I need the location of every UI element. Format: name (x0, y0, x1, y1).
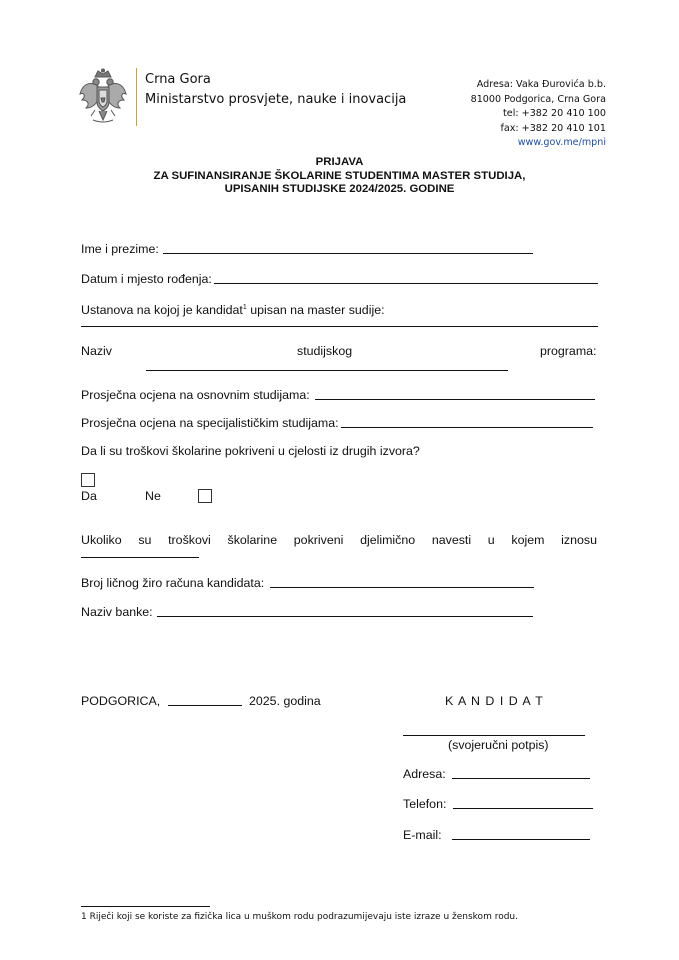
partial-amount-field[interactable] (81, 557, 199, 558)
candidate-address-field[interactable] (452, 778, 590, 779)
signature-caption: (svojeručni potpis) (448, 738, 549, 752)
account-label: Broj ličnog žiro računa kandidata: (81, 576, 265, 590)
title-line-1: PRIJAVA (315, 156, 364, 168)
partial-coverage-question (81, 532, 597, 548)
form-title (0, 156, 679, 197)
avg-spec-label: Prosječna ocjena na specijalističkim studijama: (81, 416, 339, 430)
institution-label-end: upisan na master sudije: (246, 303, 385, 318)
name-field[interactable] (163, 253, 533, 254)
date-field[interactable] (168, 705, 242, 706)
candidate-email-label: E-mail: (403, 828, 442, 842)
candidate-email-field[interactable] (452, 839, 590, 840)
account-field[interactable] (270, 587, 534, 588)
partial-word: iznosu (561, 533, 597, 547)
avg-basic-field[interactable] (315, 399, 595, 400)
footnote-text: 1 Riječi koji se koriste za fizička lica u muškom rodu podrazumijevaju iste izraze u ženskom rodu. (81, 912, 518, 922)
candidate-heading: K A N D I D A T (445, 694, 544, 708)
no-label: Ne (145, 489, 161, 503)
partial-word: Ukoliko (81, 533, 122, 547)
bank-label: Naziv banke: (81, 605, 153, 619)
program-field[interactable] (146, 370, 508, 371)
yes-label: Da (81, 489, 97, 503)
fax-line: fax: +382 20 410 101 (500, 122, 606, 134)
ministry-name: Ministarstvo prosvjete, nauke i inovacija (145, 92, 407, 107)
program-label-studijskog: studijskog (297, 344, 353, 358)
partial-word: kojem (511, 533, 545, 547)
institution-label-start: Ustanova na kojoj je kandidat (81, 303, 243, 318)
montenegro-coat-of-arms-icon (78, 68, 128, 126)
partial-word: u (487, 533, 495, 547)
footnote-divider (81, 906, 210, 907)
program-label-naziv: Naziv (81, 344, 112, 358)
partial-word: navesti (431, 533, 472, 547)
candidate-phone-label: Telefon: (403, 797, 447, 811)
place-label: PODGORICA, (81, 694, 161, 708)
phone-line: tel: +382 20 410 100 (503, 108, 606, 120)
year-label: 2025. godina (249, 694, 321, 708)
country-name: Crna Gora (145, 72, 211, 87)
institution-label (81, 300, 385, 318)
costs-question: Da li su troškovi školarine pokriveni u cjelosti iz drugih izvora? (81, 444, 420, 458)
partial-word: troškovi (168, 533, 211, 547)
avg-spec-field[interactable] (341, 427, 593, 428)
program-label-programa: programa: (540, 344, 597, 358)
no-checkbox[interactable] (198, 489, 212, 503)
title-line-2: ZA SUFINANSIRANJE ŠKOLARINE STUDENTIMA MASTER STUDIJA, (153, 169, 526, 182)
website-link[interactable]: www.gov.me/mpni (517, 137, 606, 149)
ministry-address (346, 78, 606, 151)
partial-word: školarine (227, 533, 278, 547)
header-divider (136, 68, 137, 126)
signature-field[interactable] (403, 735, 585, 736)
partial-word: djelimično (360, 533, 416, 547)
bank-field[interactable] (157, 616, 533, 617)
address-line: Adresa: Vaka Đurovića b.b. (476, 79, 606, 90)
yes-checkbox[interactable] (81, 473, 95, 487)
footnote-marker: 1 (242, 304, 247, 311)
birth-label: Datum i mjesto rođenja: (81, 272, 212, 286)
address-line: 81000 Podgorica, Crna Gora (470, 93, 606, 105)
institution-field[interactable] (81, 326, 598, 327)
candidate-address-label: Adresa: (403, 767, 446, 781)
avg-basic-label: Prosječna ocjena na osnovnim studijama: (81, 388, 310, 402)
candidate-phone-field[interactable] (453, 808, 593, 809)
title-line-3: UPISANIH STUDIJSKE 2024/2025. GODINE (224, 183, 455, 195)
birth-field[interactable] (214, 283, 598, 284)
name-label: Ime i prezime: (81, 242, 159, 256)
partial-word: su (138, 533, 152, 547)
partial-word: pokriveni (293, 533, 344, 547)
